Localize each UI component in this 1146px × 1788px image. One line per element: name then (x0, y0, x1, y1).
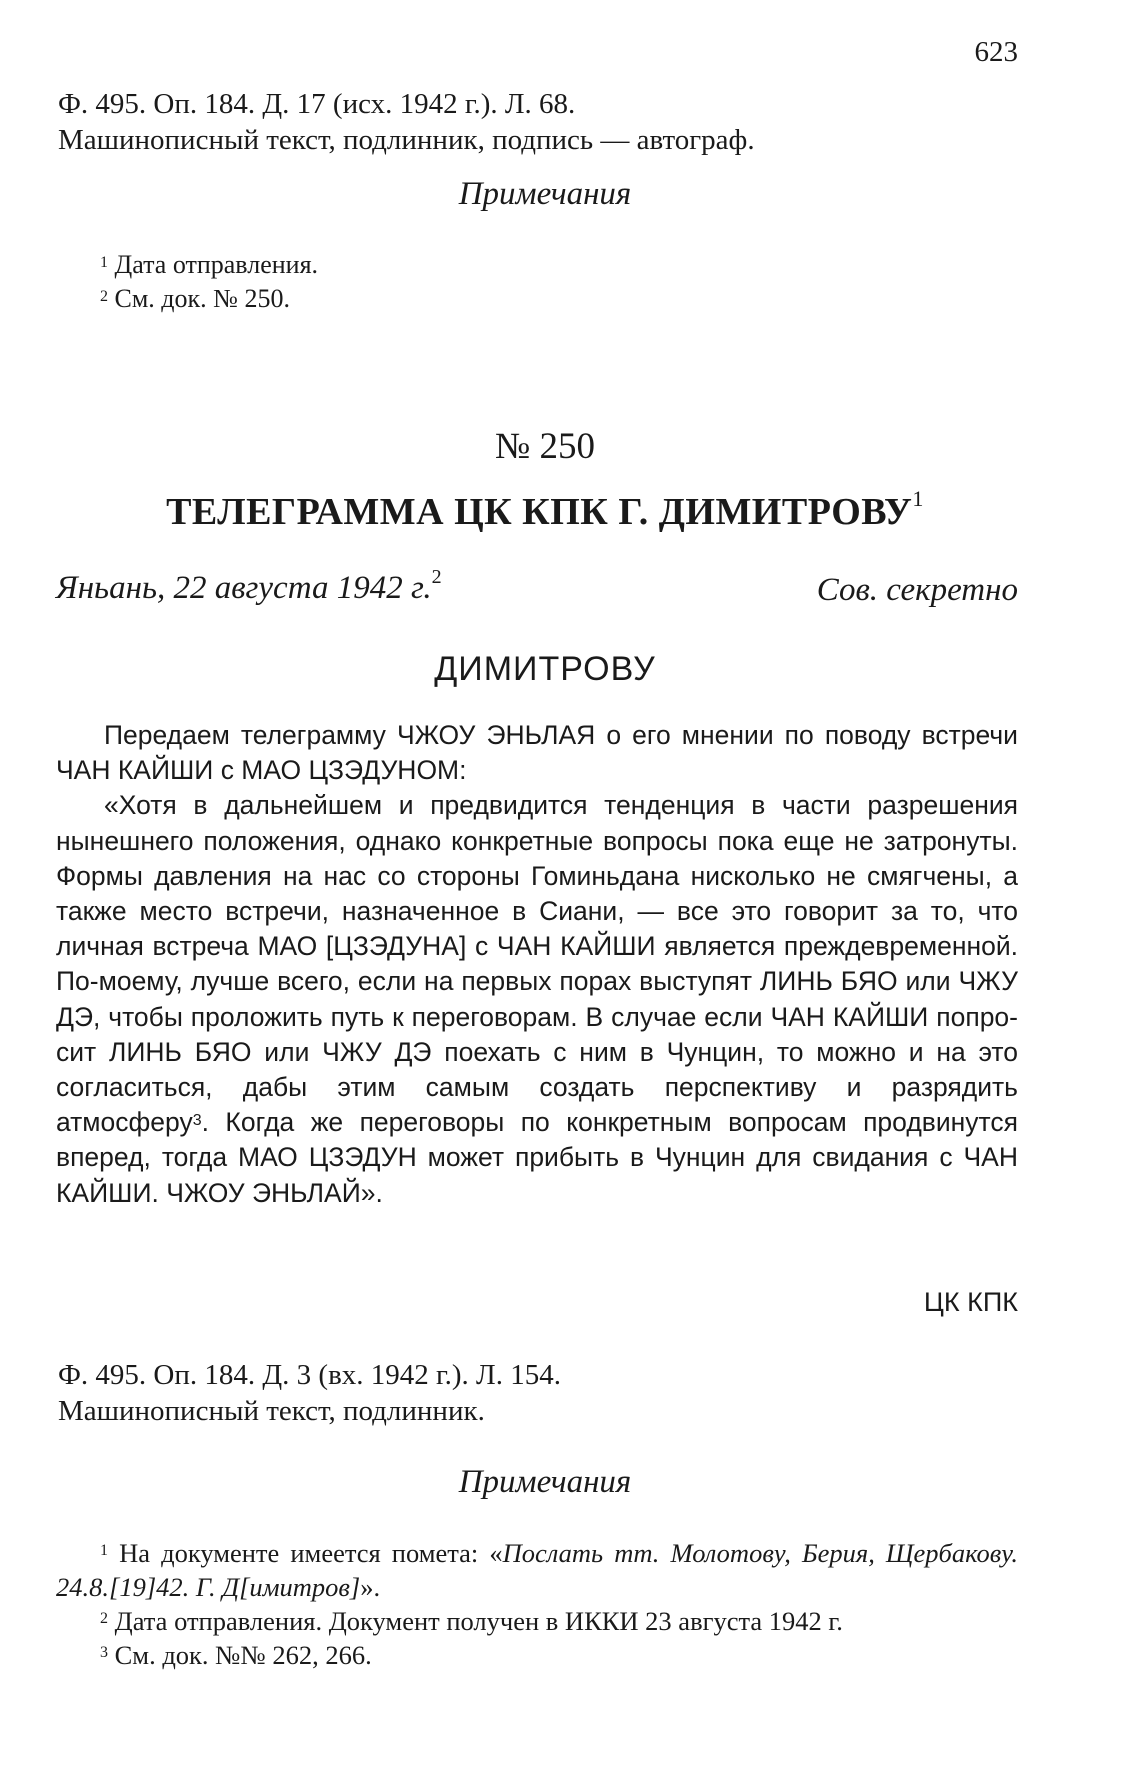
prev-note-1-number: 1 (100, 254, 108, 271)
note-3-text: См. док. №№ 262, 266. (114, 1640, 372, 1670)
place-date (56, 566, 442, 607)
signature: ЦК КПК (923, 1287, 1018, 1317)
prev-source-line-1: Ф. 495. Оп. 184. Д. 17 (исх. 1942 г.). Л. 68. (58, 88, 576, 120)
notes-list (56, 1536, 1018, 1672)
place-date-note-ref: 2 (431, 566, 442, 588)
note-1 (56, 1536, 1018, 1604)
page-number: 623 (974, 36, 1018, 68)
document-title-text: ТЕЛЕГРАММА ЦК КПК Г. ДИМИТРОВУ (166, 491, 913, 533)
document-title-note-ref: 1 (912, 486, 924, 511)
note-3-number: 3 (100, 1644, 108, 1661)
note-1-plain: На документе имеется помета: « (119, 1538, 503, 1568)
prev-note-1 (100, 248, 318, 282)
telegram-note-ref-3: 3 (192, 1112, 202, 1130)
source-line-1: Ф. 495. Оп. 184. Д. 3 (вх. 1942 г.). Л. 154. (58, 1359, 561, 1391)
document-title (0, 486, 1090, 534)
note-2 (56, 1604, 1018, 1638)
note-1-number: 1 (100, 1542, 108, 1559)
prev-note-2 (100, 282, 290, 316)
place-date-text: Яньань, 22 августа 1942 г. (56, 570, 432, 606)
document-number: № 250 (494, 426, 596, 467)
classification: Сов. секретно (816, 572, 1018, 608)
source-line-2: Машинописный текст, подлинник. (58, 1395, 485, 1427)
note-1-italic: Послать тт. Молотову, Берия, Щербакову. 24.8.[19]42. Г. Д[имитров] (56, 1538, 1018, 1602)
note-2-number: 2 (100, 1610, 108, 1627)
telegram-body (56, 718, 1018, 1211)
telegram-paragraph-2-part-b: . Когда же переговоры по конкретным вопросам продвинутся вперед, тогда МАО ЦЗЭДУН может прибыть в Чунцин для свидания с ЧАН КАЙШИ. ЧЖОУ ЭНЬЛАЙ». (56, 1107, 1018, 1208)
prev-note-1-text: Дата отправления. (114, 250, 319, 279)
note-3 (56, 1638, 1018, 1672)
telegram-paragraph-2-part-a: «Хотя в дальнейшем и предвидится тенденция в части разрешения нынешнего положения, однако конкретные вопросы пока еще не затронуты. Формы давления на нас со стороны Гоминьдана нисколько не смягчены, а также место встречи, назначенное в Сиани, — все это говорит за то, что личная встреча МАО [ЦЗЭДУНА] с ЧАН КАЙШИ является преждевременной. По-моему, лучше всего, если на первых порах выступят ЛИНЬ БЯО или ЧЖУ ДЭ, чтобы проложить путь к переговорам. В случае если ЧАН КАЙШИ попросит ЛИНЬ БЯО или ЧЖУ ДЭ поехать с ним в Чунцин, то можно и на это согласиться, дабы этим самым создать перспективу и разрядить атмосферу (56, 790, 1018, 1138)
prev-notes-heading: Примечания (458, 176, 632, 212)
prev-source-line-2: Машинописный текст, подлинник, подпись — автограф. (58, 124, 755, 156)
addressee: ДИМИТРОВУ (434, 650, 656, 688)
notes-heading: Примечания (458, 1464, 632, 1500)
prev-note-2-text: См. док. № 250. (114, 284, 290, 313)
prev-note-2-number: 2 (100, 288, 108, 305)
note-2-text: Дата отправления. Документ получен в ИККИ 23 августа 1942 г. (114, 1606, 843, 1636)
telegram-paragraph-2 (56, 788, 1018, 1210)
telegram-paragraph-1: Передаем телеграмму ЧЖОУ ЭНЬЛАЯ о его мнении по поводу встречи ЧАН КАЙШИ с МАО ЦЗЭДУНОМ: (56, 720, 1018, 786)
note-1-end: ». (360, 1572, 381, 1602)
